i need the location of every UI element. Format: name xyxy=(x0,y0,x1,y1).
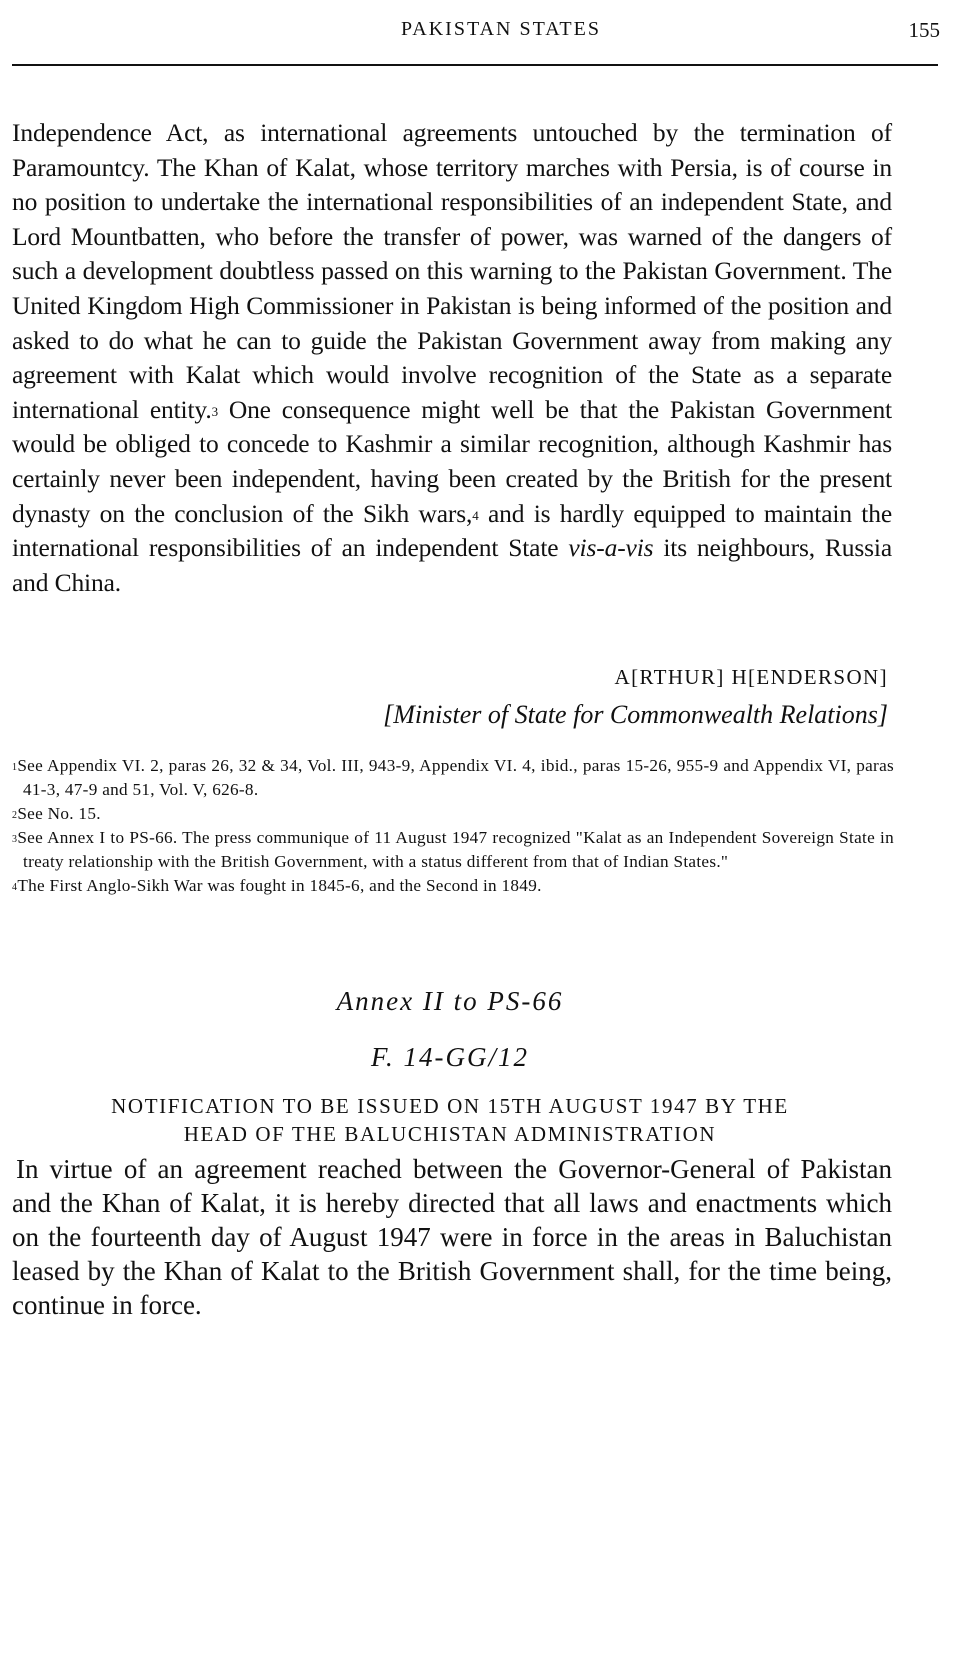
footnote: $^4$The First Anglo-Sikh War was fought in 1845-6, and the Second in 1849. xyxy=(12,876,542,895)
paragraph xyxy=(12,116,892,600)
text-segment: its neighbours, Russia and China. xyxy=(12,533,892,597)
body-paragraph xyxy=(12,116,892,600)
annex-heading: Annex II to PS-66 xyxy=(336,986,564,1016)
footnotes xyxy=(12,754,894,898)
header-rule xyxy=(12,64,938,66)
footnote: $^3$See Annex I to PS-66. The press communique of 11 August 1947 recognized "Kalat as an Independent Sovereign State in treaty relationship with the British Government, with a status different from that of Indian States." xyxy=(12,828,894,871)
footnote: $^1$See Appendix VI. 2, paras 26, 32 & 34, Vol. III, 943-9, Appendix VI. 4, ibid., paras 15-26, 955-9 and Appendix VI, paras 41-3, 47-9 and 51, Vol. V, 626-8. xyxy=(12,756,894,799)
footnote-ref: 3 xyxy=(211,403,218,419)
heading-line: NOTIFICATION TO BE ISSUED ON 15TH AUGUST 1947 BY THE xyxy=(111,1094,789,1118)
signatory-title: [Minister of State for Commonwealth Relations] xyxy=(383,700,888,729)
running-title: PAKISTAN STATES xyxy=(401,18,601,40)
notification-text: In virtue of an agreement reached between the Governor-General of Pakistan and the Khan of Kalat, it is hereby directed that all laws and enactments which on the fourteenth day of August 1947 were in force in the areas in Baluchistan leased by the Khan of Kalat to the British Government shall, for the time being, continue in force. xyxy=(12,1154,892,1320)
footnote: $^2$See No. 15. xyxy=(12,804,101,823)
text-segment: and is hardly equipped to maintain the international responsibilities of an independent State xyxy=(12,498,892,563)
italic-phrase: vis-a-vis xyxy=(568,533,654,563)
signature-block xyxy=(383,658,888,734)
text-segment: Independence Act, as international agreements untouched by the termination of Paramountcy. The Khan of Kalat, whose territory marches with Persia, is of course in no position to undertake the international responsibilities of an independent State, and Lord Mountbatten, who before the transfer of power, was warned of the dangers of such a development doubtless passed on this warning to the Pakistan Government. The United Kingdom High Commissioner in Pakistan is being informed of the position and asked to do what he can to guide the Pakistan Government away from making any agreement with Kalat which would involve recognition of the State as a separate international entity. xyxy=(12,118,892,424)
file-reference: F. 14-GG/12 xyxy=(370,1042,529,1072)
notification-heading xyxy=(0,1092,900,1148)
page-header xyxy=(12,12,950,52)
heading-line: HEAD OF THE BALUCHISTAN ADMINISTRATION xyxy=(183,1122,717,1146)
text-segment: One consequence might well be that the Pakistan Government would be obliged to concede to Kashmir a similar recognition, although Kashmir has certainly never been independent, having been created by the British for the present dynasty on the conclusion of the Sikh wars, xyxy=(12,394,892,528)
page-number: 155 xyxy=(908,18,940,42)
signatory-name: A[RTHUR] H[ENDERSON] xyxy=(614,665,888,689)
footnote-ref: 4 xyxy=(472,507,479,523)
